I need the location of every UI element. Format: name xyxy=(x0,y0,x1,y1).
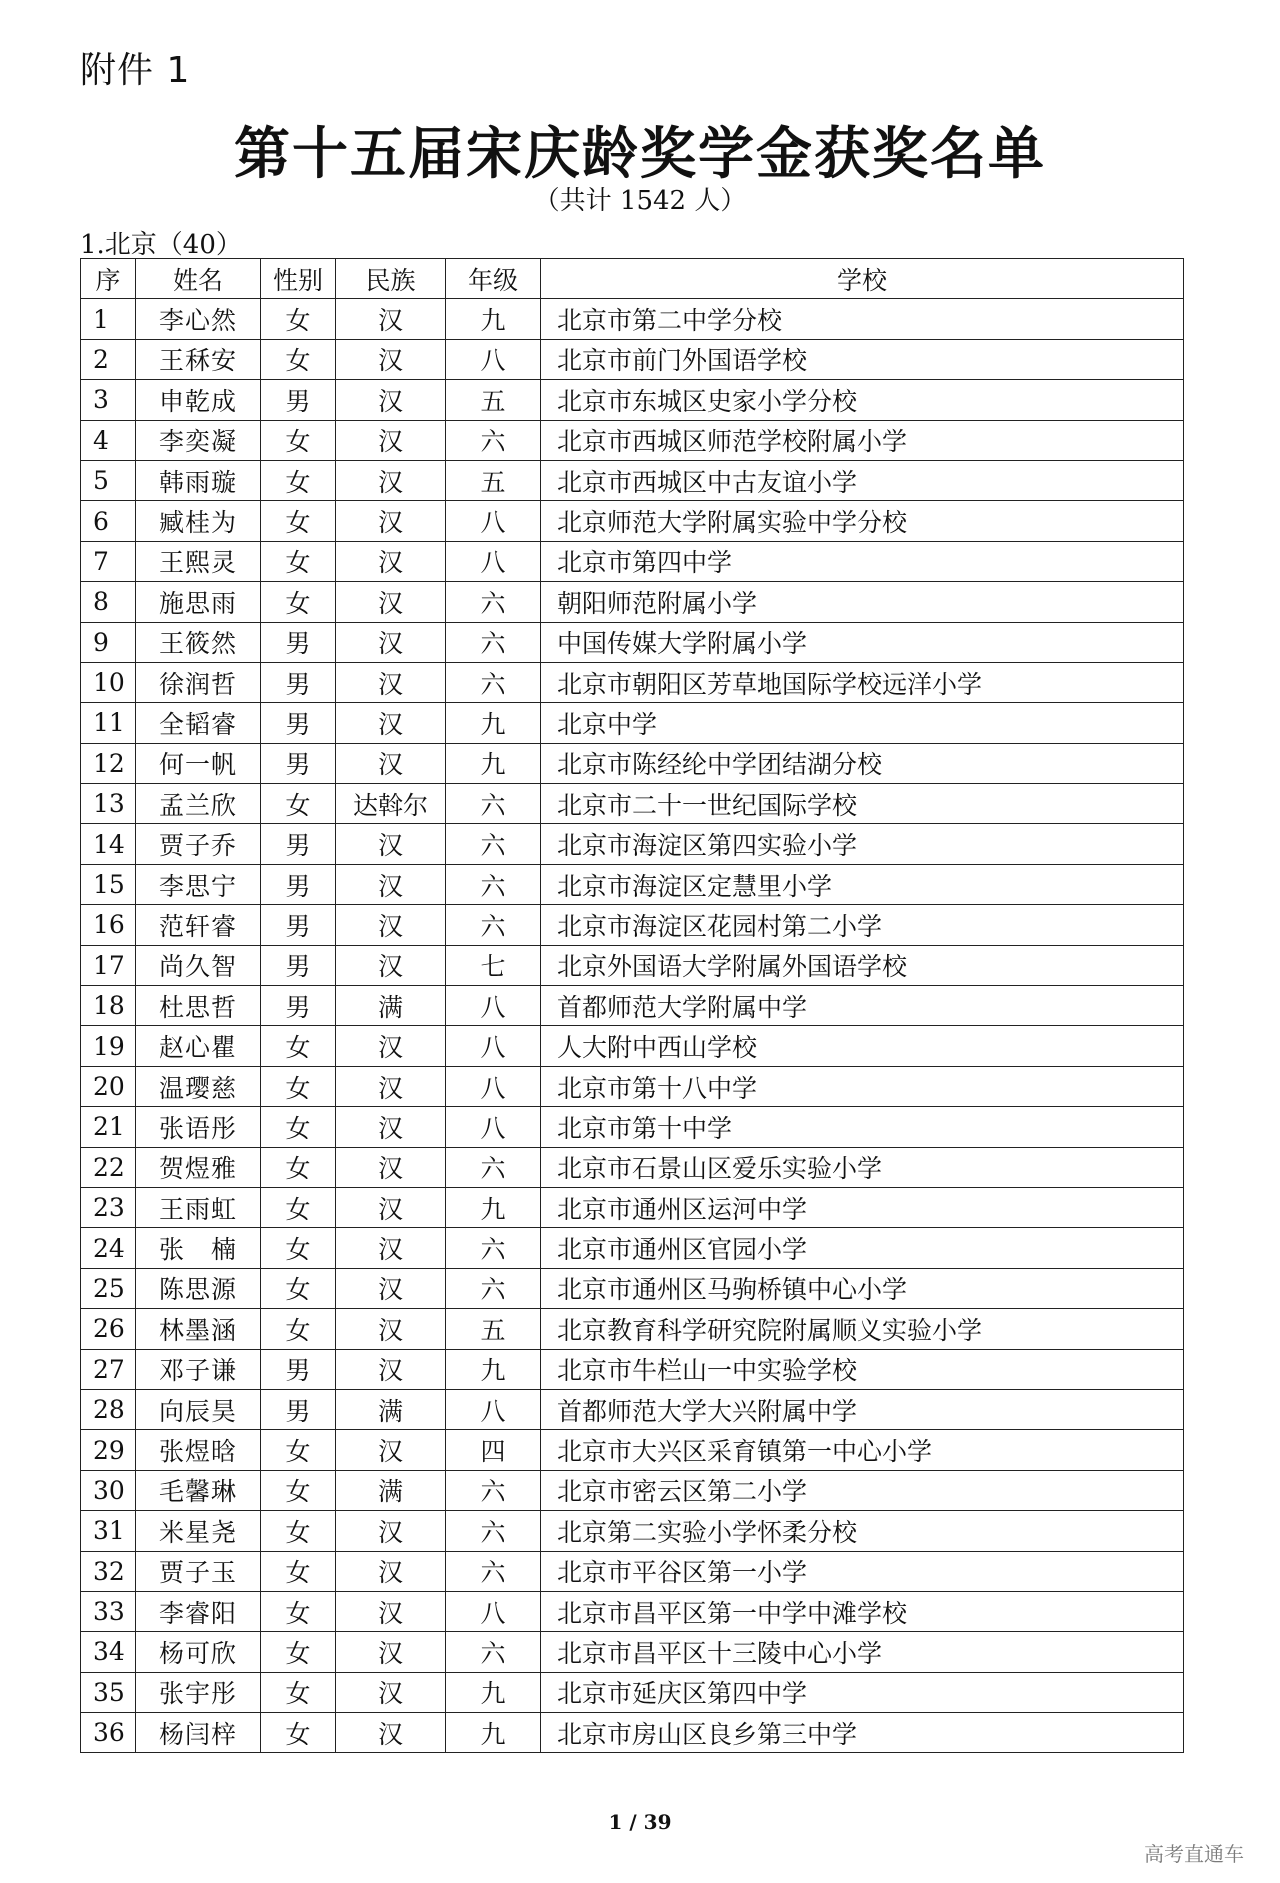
cell-school: 朝阳师范附属小学 xyxy=(541,582,1184,622)
table-row xyxy=(81,703,1184,743)
column-header-grade: 年级 xyxy=(446,259,541,299)
cell-name: 王秝安 xyxy=(136,339,261,379)
cell-grade: 六 xyxy=(446,662,541,702)
cell-grade: 六 xyxy=(446,1551,541,1591)
cell-index: 32 xyxy=(81,1551,136,1591)
cell-gender: 女 xyxy=(261,339,336,379)
cell-school: 北京市朝阳区芳草地国际学校远洋小学 xyxy=(541,662,1184,702)
table-row xyxy=(81,1268,1184,1308)
cell-school: 北京市通州区官园小学 xyxy=(541,1228,1184,1268)
cell-gender: 女 xyxy=(261,460,336,500)
table-row xyxy=(81,662,1184,702)
cell-gender: 男 xyxy=(261,743,336,783)
table-row xyxy=(81,1228,1184,1268)
cell-index: 21 xyxy=(81,1107,136,1147)
cell-name: 全韬睿 xyxy=(136,703,261,743)
cell-school: 北京市牛栏山一中实验学校 xyxy=(541,1349,1184,1389)
page-number: 1 / 39 xyxy=(608,1810,672,1834)
cell-grade: 六 xyxy=(446,1632,541,1672)
watermark: 高考直通车 xyxy=(1144,1842,1244,1866)
table-row xyxy=(81,582,1184,622)
cell-gender: 男 xyxy=(261,905,336,945)
table-row xyxy=(81,460,1184,500)
cell-gender: 男 xyxy=(261,622,336,662)
cell-gender: 女 xyxy=(261,1430,336,1470)
cell-name: 向辰昊 xyxy=(136,1389,261,1429)
cell-gender: 男 xyxy=(261,662,336,702)
cell-gender: 男 xyxy=(261,945,336,985)
cell-grade: 八 xyxy=(446,1026,541,1066)
cell-gender: 男 xyxy=(261,1349,336,1389)
cell-name: 温璎慈 xyxy=(136,1066,261,1106)
table-row xyxy=(81,420,1184,460)
cell-ethnicity: 汉 xyxy=(336,1066,446,1106)
cell-index: 27 xyxy=(81,1349,136,1389)
table-row xyxy=(81,1147,1184,1187)
cell-grade: 九 xyxy=(446,1672,541,1712)
cell-gender: 女 xyxy=(261,1511,336,1551)
cell-name: 徐润哲 xyxy=(136,662,261,702)
table-row xyxy=(81,743,1184,783)
attachment-label: 附件 1 xyxy=(80,50,191,91)
total-count: （共计 1542 人） xyxy=(533,186,747,216)
cell-grade: 五 xyxy=(446,460,541,500)
cell-name: 张 楠 xyxy=(136,1228,261,1268)
cell-ethnicity: 汉 xyxy=(336,945,446,985)
cell-ethnicity: 汉 xyxy=(336,743,446,783)
cell-school: 北京市通州区马驹桥镇中心小学 xyxy=(541,1268,1184,1308)
table-row xyxy=(81,1551,1184,1591)
cell-ethnicity: 汉 xyxy=(336,339,446,379)
cell-gender: 女 xyxy=(261,1713,336,1753)
table-row xyxy=(81,864,1184,904)
cell-index: 24 xyxy=(81,1228,136,1268)
cell-school: 北京市陈经纶中学团结湖分校 xyxy=(541,743,1184,783)
cell-gender: 女 xyxy=(261,1228,336,1268)
cell-school: 北京市昌平区十三陵中心小学 xyxy=(541,1632,1184,1672)
cell-ethnicity: 汉 xyxy=(336,1672,446,1712)
cell-gender: 女 xyxy=(261,784,336,824)
cell-ethnicity: 汉 xyxy=(336,1309,446,1349)
cell-name: 邓子谦 xyxy=(136,1349,261,1389)
cell-school: 北京市海淀区定慧里小学 xyxy=(541,864,1184,904)
table-row xyxy=(81,1066,1184,1106)
cell-index: 25 xyxy=(81,1268,136,1308)
cell-name: 米星尧 xyxy=(136,1511,261,1551)
cell-ethnicity: 汉 xyxy=(336,1713,446,1753)
cell-grade: 六 xyxy=(446,784,541,824)
cell-grade: 九 xyxy=(446,703,541,743)
cell-grade: 四 xyxy=(446,1430,541,1470)
table-row xyxy=(81,945,1184,985)
cell-name: 赵心瞿 xyxy=(136,1026,261,1066)
cell-index: 5 xyxy=(81,460,136,500)
cell-school: 北京市海淀区第四实验小学 xyxy=(541,824,1184,864)
cell-grade: 六 xyxy=(446,1511,541,1551)
cell-ethnicity: 满 xyxy=(336,1470,446,1510)
cell-index: 20 xyxy=(81,1066,136,1106)
cell-name: 杨闫梓 xyxy=(136,1713,261,1753)
table-row xyxy=(81,339,1184,379)
cell-ethnicity: 汉 xyxy=(336,582,446,622)
cell-school: 北京市西城区中古友谊小学 xyxy=(541,460,1184,500)
cell-gender: 男 xyxy=(261,824,336,864)
cell-index: 14 xyxy=(81,824,136,864)
cell-gender: 女 xyxy=(261,1470,336,1510)
column-header-gender: 性别 xyxy=(261,259,336,299)
cell-school: 北京中学 xyxy=(541,703,1184,743)
cell-index: 3 xyxy=(81,380,136,420)
cell-index: 10 xyxy=(81,662,136,702)
table-row xyxy=(81,905,1184,945)
cell-index: 29 xyxy=(81,1430,136,1470)
cell-school: 首都师范大学大兴附属中学 xyxy=(541,1389,1184,1429)
cell-grade: 六 xyxy=(446,582,541,622)
cell-index: 9 xyxy=(81,622,136,662)
cell-name: 臧桂为 xyxy=(136,501,261,541)
cell-name: 张煜晗 xyxy=(136,1430,261,1470)
cell-grade: 九 xyxy=(446,743,541,783)
table-row xyxy=(81,1713,1184,1753)
cell-name: 王雨虹 xyxy=(136,1187,261,1227)
cell-name: 贾子玉 xyxy=(136,1551,261,1591)
cell-ethnicity: 汉 xyxy=(336,501,446,541)
table-row xyxy=(81,1187,1184,1227)
column-header-name: 姓名 xyxy=(136,259,261,299)
cell-ethnicity: 汉 xyxy=(336,1228,446,1268)
cell-gender: 女 xyxy=(261,299,336,339)
awardee-table xyxy=(80,258,1184,1753)
cell-gender: 女 xyxy=(261,501,336,541)
cell-school: 北京市大兴区采育镇第一中心小学 xyxy=(541,1430,1184,1470)
cell-name: 林墨涵 xyxy=(136,1309,261,1349)
cell-gender: 女 xyxy=(261,1147,336,1187)
cell-ethnicity: 汉 xyxy=(336,541,446,581)
cell-name: 李睿阳 xyxy=(136,1591,261,1631)
cell-name: 李心然 xyxy=(136,299,261,339)
cell-school: 北京市密云区第二小学 xyxy=(541,1470,1184,1510)
cell-name: 张语彤 xyxy=(136,1107,261,1147)
cell-name: 贺煜雅 xyxy=(136,1147,261,1187)
cell-grade: 九 xyxy=(446,1713,541,1753)
cell-school: 北京市通州区运河中学 xyxy=(541,1187,1184,1227)
cell-gender: 男 xyxy=(261,1389,336,1429)
cell-ethnicity: 汉 xyxy=(336,1430,446,1470)
cell-ethnicity: 满 xyxy=(336,1389,446,1429)
cell-gender: 女 xyxy=(261,582,336,622)
table-row xyxy=(81,986,1184,1026)
cell-name: 贾子乔 xyxy=(136,824,261,864)
cell-index: 33 xyxy=(81,1591,136,1631)
cell-school: 北京市平谷区第一小学 xyxy=(541,1551,1184,1591)
cell-grade: 八 xyxy=(446,986,541,1026)
table-row xyxy=(81,1591,1184,1631)
cell-grade: 八 xyxy=(446,1066,541,1106)
cell-school: 北京市第二中学分校 xyxy=(541,299,1184,339)
cell-grade: 六 xyxy=(446,1470,541,1510)
cell-index: 1 xyxy=(81,299,136,339)
cell-ethnicity: 汉 xyxy=(336,1349,446,1389)
cell-school: 中国传媒大学附属小学 xyxy=(541,622,1184,662)
cell-ethnicity: 汉 xyxy=(336,1147,446,1187)
cell-index: 12 xyxy=(81,743,136,783)
cell-grade: 六 xyxy=(446,824,541,864)
cell-grade: 五 xyxy=(446,380,541,420)
cell-index: 7 xyxy=(81,541,136,581)
table-row xyxy=(81,1107,1184,1147)
cell-index: 13 xyxy=(81,784,136,824)
cell-index: 36 xyxy=(81,1713,136,1753)
cell-index: 18 xyxy=(81,986,136,1026)
cell-school: 北京外国语大学附属外国语学校 xyxy=(541,945,1184,985)
cell-school: 北京市西城区师范学校附属小学 xyxy=(541,420,1184,460)
table-row xyxy=(81,1632,1184,1672)
cell-ethnicity: 汉 xyxy=(336,1511,446,1551)
cell-school: 北京市延庆区第四中学 xyxy=(541,1672,1184,1712)
cell-gender: 男 xyxy=(261,986,336,1026)
table-row xyxy=(81,1349,1184,1389)
table-row xyxy=(81,1309,1184,1349)
cell-ethnicity: 汉 xyxy=(336,905,446,945)
cell-ethnicity: 汉 xyxy=(336,1551,446,1591)
cell-index: 6 xyxy=(81,501,136,541)
cell-gender: 女 xyxy=(261,1026,336,1066)
cell-index: 23 xyxy=(81,1187,136,1227)
table-row xyxy=(81,1026,1184,1066)
cell-gender: 女 xyxy=(261,420,336,460)
table-row xyxy=(81,1470,1184,1510)
cell-school: 北京市昌平区第一中学中滩学校 xyxy=(541,1591,1184,1631)
cell-grade: 九 xyxy=(446,1187,541,1227)
section-heading: 1.北京（40） xyxy=(80,230,242,260)
cell-ethnicity: 汉 xyxy=(336,1107,446,1147)
cell-grade: 六 xyxy=(446,1147,541,1187)
cell-grade: 八 xyxy=(446,541,541,581)
cell-index: 16 xyxy=(81,905,136,945)
cell-gender: 女 xyxy=(261,541,336,581)
cell-gender: 女 xyxy=(261,1107,336,1147)
cell-ethnicity: 汉 xyxy=(336,662,446,702)
cell-name: 杨可欣 xyxy=(136,1632,261,1672)
cell-grade: 六 xyxy=(446,864,541,904)
cell-gender: 女 xyxy=(261,1268,336,1308)
cell-grade: 八 xyxy=(446,339,541,379)
cell-gender: 男 xyxy=(261,703,336,743)
cell-grade: 五 xyxy=(446,1309,541,1349)
cell-ethnicity: 达斡尔 xyxy=(336,784,446,824)
cell-school: 北京市前门外国语学校 xyxy=(541,339,1184,379)
cell-school: 北京市东城区史家小学分校 xyxy=(541,380,1184,420)
cell-school: 北京市第十中学 xyxy=(541,1107,1184,1147)
cell-name: 毛馨琳 xyxy=(136,1470,261,1510)
cell-gender: 女 xyxy=(261,1632,336,1672)
cell-gender: 女 xyxy=(261,1187,336,1227)
cell-grade: 六 xyxy=(446,622,541,662)
cell-school: 北京第二实验小学怀柔分校 xyxy=(541,1511,1184,1551)
cell-index: 35 xyxy=(81,1672,136,1712)
cell-gender: 男 xyxy=(261,380,336,420)
cell-index: 4 xyxy=(81,420,136,460)
cell-gender: 女 xyxy=(261,1309,336,1349)
table-row xyxy=(81,1389,1184,1429)
cell-index: 28 xyxy=(81,1389,136,1429)
table-row xyxy=(81,1672,1184,1712)
cell-ethnicity: 汉 xyxy=(336,1268,446,1308)
cell-name: 张宇彤 xyxy=(136,1672,261,1712)
cell-name: 王筱然 xyxy=(136,622,261,662)
cell-school: 北京教育科学研究院附属顺义实验小学 xyxy=(541,1309,1184,1349)
cell-grade: 八 xyxy=(446,1591,541,1631)
cell-school: 北京市第四中学 xyxy=(541,541,1184,581)
cell-index: 15 xyxy=(81,864,136,904)
cell-name: 申乾成 xyxy=(136,380,261,420)
cell-ethnicity: 汉 xyxy=(336,460,446,500)
cell-index: 8 xyxy=(81,582,136,622)
cell-grade: 六 xyxy=(446,1228,541,1268)
cell-ethnicity: 汉 xyxy=(336,622,446,662)
cell-ethnicity: 汉 xyxy=(336,703,446,743)
cell-name: 陈思源 xyxy=(136,1268,261,1308)
table-row xyxy=(81,622,1184,662)
cell-ethnicity: 汉 xyxy=(336,824,446,864)
cell-name: 何一帆 xyxy=(136,743,261,783)
cell-index: 11 xyxy=(81,703,136,743)
cell-index: 26 xyxy=(81,1309,136,1349)
cell-ethnicity: 汉 xyxy=(336,1632,446,1672)
cell-grade: 七 xyxy=(446,945,541,985)
cell-school: 北京市海淀区花园村第二小学 xyxy=(541,905,1184,945)
cell-gender: 男 xyxy=(261,864,336,904)
cell-school: 北京市二十一世纪国际学校 xyxy=(541,784,1184,824)
cell-name: 尚久智 xyxy=(136,945,261,985)
cell-index: 2 xyxy=(81,339,136,379)
cell-ethnicity: 汉 xyxy=(336,380,446,420)
cell-index: 22 xyxy=(81,1147,136,1187)
cell-index: 34 xyxy=(81,1632,136,1672)
cell-grade: 八 xyxy=(446,1107,541,1147)
cell-grade: 八 xyxy=(446,1389,541,1429)
table-row xyxy=(81,380,1184,420)
cell-ethnicity: 汉 xyxy=(336,420,446,460)
cell-name: 杜思哲 xyxy=(136,986,261,1026)
cell-name: 李奕凝 xyxy=(136,420,261,460)
table-row xyxy=(81,1511,1184,1551)
cell-name: 孟兰欣 xyxy=(136,784,261,824)
cell-school: 北京师范大学附属实验中学分校 xyxy=(541,501,1184,541)
cell-grade: 六 xyxy=(446,1268,541,1308)
cell-ethnicity: 汉 xyxy=(336,864,446,904)
column-header-school: 学校 xyxy=(541,259,1184,299)
cell-index: 19 xyxy=(81,1026,136,1066)
cell-grade: 六 xyxy=(446,420,541,460)
cell-name: 韩雨璇 xyxy=(136,460,261,500)
column-header-index: 序 xyxy=(81,259,136,299)
cell-index: 30 xyxy=(81,1470,136,1510)
cell-gender: 女 xyxy=(261,1551,336,1591)
cell-school: 北京市第十八中学 xyxy=(541,1066,1184,1106)
cell-name: 施思雨 xyxy=(136,582,261,622)
cell-gender: 女 xyxy=(261,1066,336,1106)
cell-name: 李思宁 xyxy=(136,864,261,904)
cell-ethnicity: 汉 xyxy=(336,1591,446,1631)
document-title: 第十五届宋庆龄奖学金获奖名单 xyxy=(234,122,1046,187)
cell-grade: 六 xyxy=(446,905,541,945)
table-row xyxy=(81,299,1184,339)
cell-ethnicity: 汉 xyxy=(336,1187,446,1227)
cell-school: 北京市房山区良乡第三中学 xyxy=(541,1713,1184,1753)
cell-gender: 女 xyxy=(261,1591,336,1631)
cell-ethnicity: 满 xyxy=(336,986,446,1026)
cell-name: 王熙灵 xyxy=(136,541,261,581)
cell-grade: 九 xyxy=(446,299,541,339)
cell-gender: 女 xyxy=(261,1672,336,1712)
cell-index: 17 xyxy=(81,945,136,985)
table-header-row xyxy=(81,259,1184,299)
table-row xyxy=(81,501,1184,541)
table-row xyxy=(81,541,1184,581)
table-row xyxy=(81,824,1184,864)
column-header-ethnicity: 民族 xyxy=(336,259,446,299)
cell-school: 北京市石景山区爱乐实验小学 xyxy=(541,1147,1184,1187)
table-row xyxy=(81,1430,1184,1470)
cell-index: 31 xyxy=(81,1511,136,1551)
table-row xyxy=(81,784,1184,824)
cell-school: 人大附中西山学校 xyxy=(541,1026,1184,1066)
cell-grade: 九 xyxy=(446,1349,541,1389)
cell-name: 范轩睿 xyxy=(136,905,261,945)
cell-ethnicity: 汉 xyxy=(336,299,446,339)
cell-grade: 八 xyxy=(446,501,541,541)
cell-ethnicity: 汉 xyxy=(336,1026,446,1066)
cell-school: 首都师范大学附属中学 xyxy=(541,986,1184,1026)
